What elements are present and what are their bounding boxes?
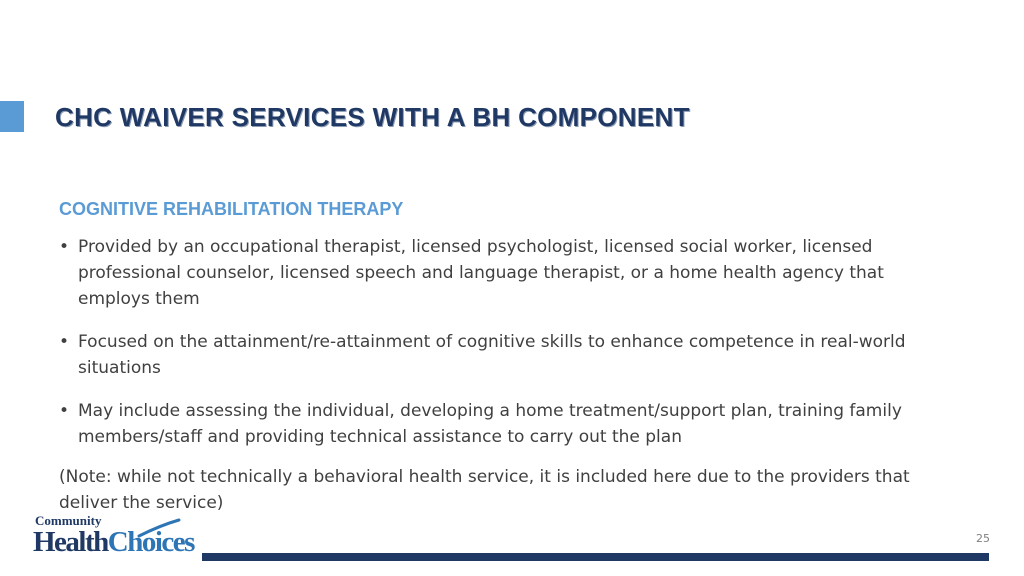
bullet-dot: • <box>59 332 70 352</box>
page-number: 25 <box>976 532 990 545</box>
logo-health-word: Health <box>33 526 108 558</box>
logo-wordmark <box>33 525 194 559</box>
bullet-dot: • <box>59 401 70 421</box>
bullet-text: Focused on the attainment/re-attainment of cognitive skills to enhance competence in real-world situations <box>78 332 906 378</box>
logo-community-word: Community <box>35 513 102 528</box>
bullet-text: May include assessing the individual, developing a home treatment/support plan, training family members/staff and providing technical assistance to carry out the plan <box>78 401 902 447</box>
bullet-item <box>59 398 939 450</box>
community-healthchoices-logo <box>33 514 199 564</box>
bullet-text: Provided by an occupational therapist, licensed psychologist, licensed social worker, licensed professional counselor, licensed speech and language therapist, or a home health agency that employs them <box>78 237 884 309</box>
note-text: (Note: while not technically a behavioral health service, it is included here due to the providers that deliver the service) <box>59 467 910 513</box>
logo-choices-word: Choices <box>107 526 194 558</box>
bullet-item <box>59 234 939 312</box>
section-heading: COGNITIVE REHABILITATION THERAPY <box>59 199 404 219</box>
bullet-item <box>59 329 939 381</box>
title-accent-bar <box>0 101 24 132</box>
bullet-list <box>59 234 939 467</box>
footer-bar <box>202 553 989 561</box>
slide-title: CHC WAIVER SERVICES WITH A BH COMPONENT <box>55 102 690 132</box>
bullet-dot: • <box>59 237 70 257</box>
